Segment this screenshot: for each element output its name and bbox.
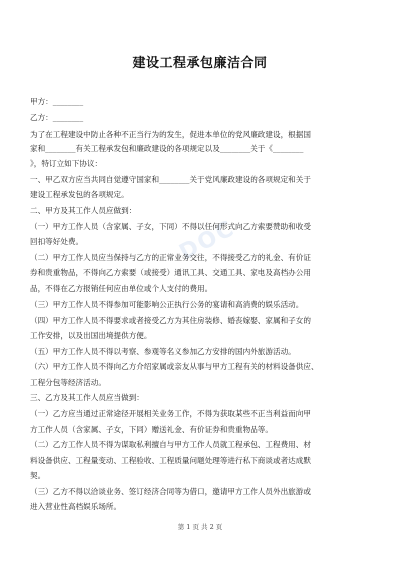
party-a-line: 甲方：________	[30, 97, 84, 106]
paragraph-line: 建设工程承发包的各项规定。	[30, 190, 129, 199]
paragraph-line: 家和________有关工程承发包和廉政建设的各项规定以及________关于《________	[30, 144, 304, 153]
paragraph-line: 品，不得在乙方报销任何应由单位或个人支付的费用。	[30, 284, 213, 293]
page-footer: 第 1 页 共 2 页	[177, 523, 223, 531]
paragraph-line: 三、乙方及其工作人员应当做到：	[30, 393, 144, 402]
paragraph-line: 进入营业性高档娱乐场所。	[30, 502, 122, 511]
paragraph-line: （四）甲方工作人员不得要求或者接受乙方为其住房装修、婚丧嫁娶、家属和子女的	[30, 316, 311, 325]
watermark: DOC	[175, 215, 240, 266]
paragraph-line: （一）乙方应当通过正常途径开展相关业务工作，不得为获取某些不正当利益而向甲	[30, 409, 311, 418]
paragraph-line: （二）甲方工作人员应当保持与乙方的正常业务交往，不得接受乙方的礼金、有价证	[30, 253, 311, 262]
paragraph-line: 工程分包等经济活动。	[30, 378, 106, 387]
paragraph-line: 回扣等好处费。	[30, 237, 84, 246]
paragraph-line: 方工作人员（含家属、子女，下同）赠送礼金、有价证券和贵重物品等。	[30, 425, 273, 434]
paragraph-line: （一）甲方工作人员（含家属、子女，下同）不得以任何形式向乙方索要赞助和收受	[30, 222, 311, 231]
document-title: 建设工程承包廉洁合同	[132, 56, 268, 71]
paragraph-line: 一、甲乙双方应当共同自觉遵守国家和________关于党风廉政建设的各项规定和关于	[30, 175, 311, 184]
paragraph-line: 》，特订立如下协议：	[30, 159, 103, 168]
paragraph-line: 契。	[30, 471, 46, 480]
party-b-line: 乙方：________	[30, 113, 84, 122]
paragraph-line: （三）乙方不得以洽谈业务、签订经济合同等为借口，邀请甲方工作人员外出旅游或	[30, 487, 311, 496]
paragraph-line: （二）乙方工作人员不得为谋取私利擅自与甲方工作人员就工程承包、工程费用、材	[30, 440, 311, 449]
paragraph-line: 工作安排，以及出国出境提供方便。	[30, 331, 152, 340]
paragraph-line: 为了在工程建设中防止各种不正当行为的发生，促进本单位的党风廉政建设，根据国	[30, 130, 311, 139]
paragraph-line: （三）甲方工作人员不得参加可能影响公正执行公务的宴请和高消费的娱乐活动。	[30, 300, 304, 309]
paragraph-line: （六）甲方工作人员不得向乙方介绍家属或亲友从事与甲方工程有关的材料设备供应、	[30, 362, 319, 371]
paragraph-line: 券和贵重物品，不得向乙方索要（或接受）通讯工具、交通工具、家电及高档办公用	[30, 268, 311, 277]
paragraph-line: 二、甲方及其工作人员应做到：	[30, 206, 137, 215]
paragraph-line: （五）甲方工作人员不得以考察、参观等名义参加乙方安排的国内外旅游活动。	[30, 347, 296, 356]
paragraph-line: 料设备供应、工程量变动、工程验收、工程质量问题处理等进行私下商谈或者达成默	[30, 456, 311, 465]
